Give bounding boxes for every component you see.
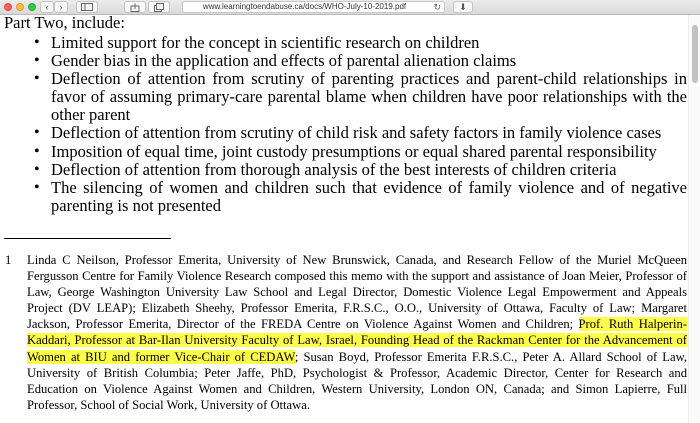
reload-icon[interactable]: ↻: [433, 2, 441, 12]
vertical-scrollbar[interactable]: [688, 15, 700, 423]
zoom-window-icon[interactable]: [28, 3, 36, 11]
bullet-marker: •: [34, 142, 40, 160]
bullet-marker: •: [34, 52, 40, 70]
bullet-list: [0, 34, 688, 215]
footnote-text-end: ; Susan Boyd, Professor Emerita F.R.S.C., Peter A. Allard School of Law, University of British Columbia; Peter Jaffe, PhD, Psychologist & Professor, Academic Director, Center for Research and Education on Violence Against Women and Children, Western University, London ON, Canada; and Simon Lapierre, Full Professor, School of Social Work, University of Ottawa.: [27, 349, 688, 412]
list-item-text: Deflection of attention from scrutiny of child risk and safety factors in family violence cases: [51, 123, 662, 143]
back-icon: ‹: [45, 2, 49, 12]
sidebar-icon: [81, 3, 93, 11]
list-item-text: Gender bias in the application and effects of parental alienation claims: [51, 51, 517, 71]
list-item: [0, 179, 688, 215]
list-item-text: Deflection of attention from scrutiny of parenting practices and parent-child relationships in favor of assuming primary-care parental blame when children have poor relationships with the other parent: [51, 69, 687, 125]
share-icon: [130, 3, 140, 12]
download-icon: ⬇: [459, 2, 467, 12]
sidebar-button[interactable]: [76, 1, 98, 13]
back-button[interactable]: [40, 1, 54, 13]
list-item: [0, 161, 688, 179]
share-button[interactable]: [124, 1, 146, 13]
list-item: [0, 34, 688, 52]
close-window-icon[interactable]: [4, 3, 12, 11]
bullet-marker: •: [34, 70, 40, 88]
bullet-marker: •: [34, 124, 40, 142]
tabs-button[interactable]: [148, 1, 170, 13]
list-item-text: Imposition of equal time, joint custody presumptions or equal shared parental responsibility: [51, 141, 657, 161]
list-item-text: The silencing of women and children such that evidence of family violence and of negative parenting is not presented: [51, 177, 687, 215]
list-item-text: Limited support for the concept in scientific research on children: [51, 33, 480, 52]
download-button[interactable]: [453, 1, 473, 13]
address-bar[interactable]: [182, 1, 445, 13]
footnote-divider: [4, 238, 171, 239]
bullet-marker: •: [34, 160, 40, 178]
minimize-window-icon[interactable]: [16, 3, 24, 11]
forward-icon: ›: [59, 2, 63, 12]
list-item-text: Deflection of attention from thorough analysis of the best interests of children criteria: [51, 159, 617, 179]
footnote-number: 1: [5, 253, 12, 267]
forward-button[interactable]: [54, 1, 68, 13]
list-item: [0, 70, 688, 124]
footnote-text: [27, 252, 687, 413]
list-item: [0, 143, 688, 161]
list-item: [0, 124, 688, 142]
footnote-text-start: Linda C Neilson, Professor Emerita, University of New Brunswick, Canada, and Research Fellow of the Muriel McQueen Fergusson Centre for Family Violence Research composed this memo with the support and assistance of Joan Meier, Professor of Law, George Washington University Law School and Legal Director, Domestic Violence Legal Empowerment and Appeals Project (DV LEAP); Elizabeth Sheehy, Professor Emerita, F.R.S.C., O.O., University of Ottawa, Faculty of Law; Margaret Jackson, Professor Emerita, Director of the FREDA Centre on Violence Against Women and Children;: [27, 253, 687, 332]
pdf-page: [0, 14, 688, 423]
section-intro: Part Two, include:: [4, 13, 125, 32]
tabs-icon: [154, 3, 164, 12]
list-item: [0, 52, 688, 70]
scrollbar-thumb[interactable]: [692, 25, 698, 83]
url-text: www.learningtoendabuse.ca/docs/WHO-July-10-2019.pdf: [202, 2, 407, 11]
bullet-marker: •: [34, 34, 40, 51]
bullet-marker: •: [34, 178, 40, 196]
highlighted-text[interactable]: Prof. Ruth Halperin-Kaddari, Professor at Bar-Ilan University Faculty of Law, Israel, Founding Head of the Rackman Center for the Advancement of Women at BIU and former Vice-Chair of CEDAW: [27, 317, 687, 364]
footnote: [0, 252, 688, 413]
